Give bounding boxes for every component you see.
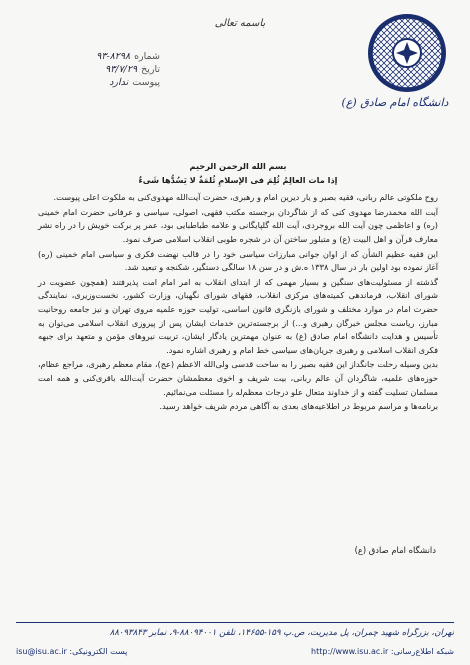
quoted-verse: إذا مات العالِمُ ثُلِمَ فی الإسلامِ ثُلمَةٌ لا یَسُدُّها شَیءٌ bbox=[138, 174, 338, 185]
letter-meta bbox=[40, 50, 160, 89]
paragraph-5: بدین وسیله رحلت جانگداز این فقیه بصیر را به ساحت قدسی ولی‌الله الاعظم (عج)، مقام معظم رهبری، مراجع عظام، حوزه‌های علمیه، شاگردان آن عالم ربانی، بیت شریف و اخوی معظمشان حضرت آیت‌الله باقری‌کنی و همه امت مسلمان تسلیت گفته و از خداوند متعال علو درجات معظم‌له را مسئلت می‌نمائیم. bbox=[38, 359, 438, 397]
website-link[interactable]: http://www.isu.ac.ir bbox=[311, 647, 389, 656]
meta-number-value: ۹۳-۸۲۹۸ bbox=[96, 51, 131, 62]
meta-number-label: شماره bbox=[134, 51, 160, 62]
footer-website-group bbox=[311, 647, 454, 656]
email-link[interactable]: isu@isu.ac.ir bbox=[16, 647, 67, 656]
footer-email-group bbox=[16, 647, 127, 656]
meta-attachment-row bbox=[40, 76, 160, 89]
footer-contacts bbox=[16, 647, 454, 656]
bismehe-heading: باسمه تعالی bbox=[214, 18, 266, 29]
meta-date-label: تاریخ bbox=[141, 64, 160, 75]
email-label: پست الکترونیکی: bbox=[69, 647, 128, 656]
university-name: دانشگاه امام صادق (ع) bbox=[341, 96, 449, 109]
meta-attachment-label: پیوست bbox=[132, 77, 160, 88]
paragraph-1: روح ملکوتی عالم ربانی، فقیه بصیر و یار دیرین امام و رهبری، حضرت آیت‌الله مهدوی‌کنی به ملکوت اعلی پیوست. bbox=[53, 192, 438, 203]
paragraph-6: برنامه‌ها و مراسم مربوط در اطلاعیه‌های بعدی به آگاهی مردم شریف خواهد رسید. bbox=[159, 401, 438, 412]
meta-date-value: ۹۳/۷/۲۹ bbox=[105, 64, 138, 75]
university-logo-icon bbox=[366, 12, 448, 94]
signature: دانشگاه امام صادق (ع) bbox=[354, 545, 436, 555]
letter-body bbox=[38, 160, 438, 415]
footer-divider bbox=[16, 622, 454, 623]
paragraph-4: گذشته از مسئولیت‌های سنگین و بسیار مهمی که از ابتدای انقلاب به امر امام امت پذیرفتند (همچون عضویت در شورای انقلاب، فرماندهی کمیته‌های مرکزی انقلاب، فقهای شورای نگهبان، وزارت کشور، نخست‌وزیری، نمایندگی حضرت امام در موارد مختلف و شورای بازنگری قانون اساسی، تولیت حوزه علمیه مروی تهران و نیز جامعه روحانیت مبارز، ریاست مجلس خبرگان رهبری و...) از برجسته‌ترین خدمات ایشان پس از پیروزی انقلاب اسلامی می‌توان به تأسیس و هدایت دانشگاه امام صادق (ع) به عنوان مهمترین یادگار ایشان، تربیت نیروهای مؤمن و متعهد برای جبهه فکری انقلاب اسلامی و رهبری جریان‌های سیاسی خط امام و رهبری اشاره نمود. bbox=[38, 276, 438, 355]
footer-address: تهران، بزرگراه شهید چمران، پل مدیریت، ص.پ ۱۵۹-۱۴۶۵۵، تلفن ۸۸۰۹۴۰۰۱-۹، نمابر ۸۸۰۹۳۸۴۳ bbox=[109, 628, 454, 638]
paragraph-2: آیت الله محمدرضا مهدوی کنی که از شاگردان برجسته مکتب فقهی، اصولی، سیاسی و عرفانی حضرت امام خمینی (ره) و اعاظمی چون آیت الله بروجردی، آیت الله گلپایگانی و علامه طباطبایی بود، عمر پر برکت خویش را در راه نشر معارف قرآن و اهل البیت (ع) و متبلور ساختن آن در شجره طوبی انقلاب اسلامی صرف نمود. bbox=[38, 206, 438, 244]
website-label: شبکه اطلاع‌رسانی: bbox=[390, 647, 454, 656]
meta-date-row bbox=[40, 63, 160, 76]
meta-attachment-value: ندارد bbox=[109, 77, 129, 88]
bismillah: بسم الله الرحمن الرحیم bbox=[189, 161, 287, 171]
meta-number-row bbox=[40, 50, 160, 63]
paragraph-3: این فقیه عظیم الشأن که از اوان جوانی مبارزات سیاسی خود را در قالب نهضت فکری و سیاسی امام خمینی (ره) آغاز نموده بود اولین بار در سال ۱۳۳۸ ه.ش و در سن ۱۸ سالگی دستگیر، شکنجه و تبعید شد. bbox=[38, 248, 438, 273]
